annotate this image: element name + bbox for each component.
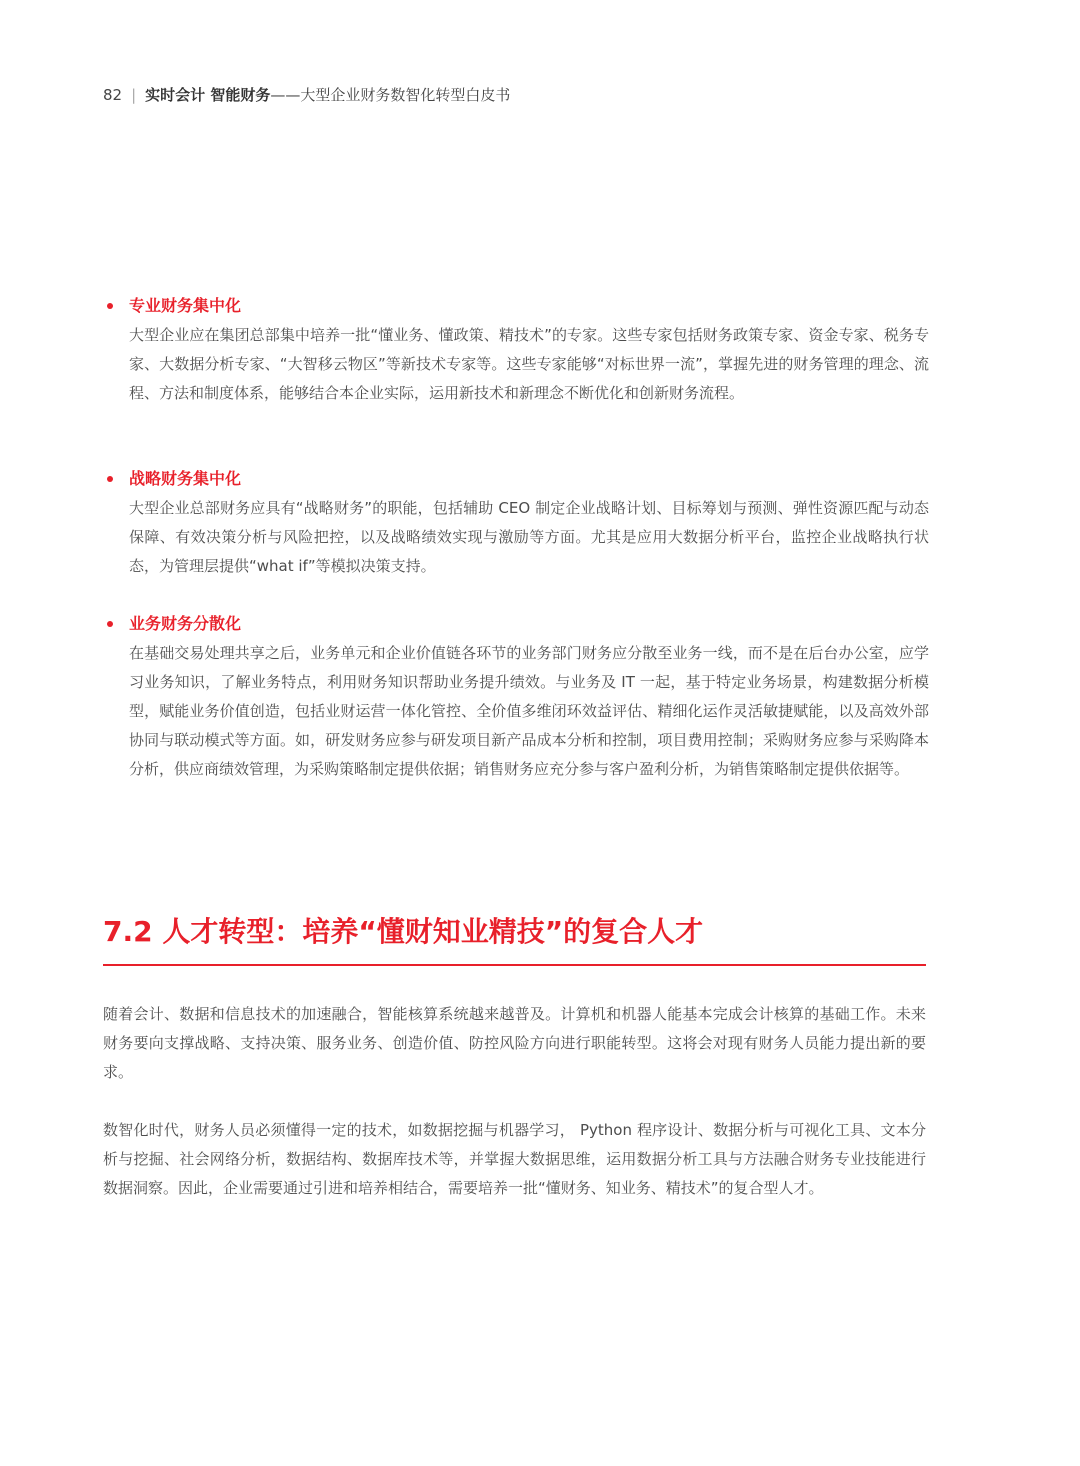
bullet-body: 大型企业总部财务应具有“战略财务”的职能，包括辅助 CEO 制定企业战略计划、目标筹划与预测、弹性资源匹配与动态保障、有效决策分析与风险把控，以及战略绩效实现与激励等方面。尤其是应用大数据分析平台，监控企业战略执行状态，为管理层提供“what if”等模拟决策支持。 [129, 499, 929, 575]
bullet-item-professional-finance [107, 292, 929, 408]
bullet-dot-icon [107, 621, 113, 627]
bullet-title: 业务财务分散化 [129, 614, 242, 633]
bullet-title: 战略财务集中化 [129, 469, 242, 488]
bullet-dot-icon [107, 303, 113, 309]
running-header [103, 84, 510, 106]
section-heading: 7.2 人才转型：培养“懂财知业精技”的复合人才 [103, 915, 704, 948]
header-separator: | [131, 86, 137, 104]
bullet-item-business-finance [107, 610, 929, 784]
paragraph: 随着会计、数据和信息技术的加速融合，智能核算系统越来越普及。计算机和机器人能基本完成会计核算的基础工作。未来财务要向支撑战略、支持决策、服务业务、创造价值、防控风险方向进行职能转型。这将会对现有财务人员能力提出新的要求。 [103, 1005, 926, 1081]
page-number: 82 [103, 86, 123, 104]
bullet-body: 在基础交易处理共享之后，业务单元和企业价值链各环节的业务部门财务应分散至业务一线，而不是在后台办公室，应学习业务知识，了解业务特点，利用财务知识帮助业务提升绩效。与业务及 IT 一起，基于特定业务场景，构建数据分析模型，赋能业务价值创造，包括业财运营一体化管控、全价值多维闭环效益评估、精细化运作灵活敏捷赋能，以及高效外部协同与联动模式等方面。如，研发财务应参与研发项目新产品成本分析和控制，项目费用控制；采购财务应参与采购降本分析，供应商绩效管理，为采购策略制定提供依据；销售财务应充分参与客户盈利分析，为销售策略制定提供依据等。 [129, 644, 929, 778]
section-divider [103, 964, 926, 966]
bullet-dot-icon [107, 476, 113, 482]
bullet-body: 大型企业应在集团总部集中培养一批“懂业务、懂政策、精技术”的专家。这些专家包括财务政策专家、资金专家、税务专家、大数据分析专家、“大智移云物区”等新技术专家等。这些专家能够“对标世界一流”，掌握先进的财务管理的理念、流程、方法和制度体系，能够结合本企业实际，运用新技术和新理念不断优化和创新财务流程。 [129, 326, 929, 402]
header-subtitle: ——大型企业财务数智化转型白皮书 [270, 86, 511, 104]
bullet-item-strategic-finance [107, 465, 929, 581]
header-title-bold: 实时会计 智能财务 [145, 86, 271, 104]
paragraph: 数智化时代，财务人员必须懂得一定的技术，如数据挖掘与机器学习， Python 程序设计、数据分析与可视化工具、文本分析与挖掘、社会网络分析，数据结构、数据库技术等，并掌握大数据思维，运用数据分析工具与方法融合财务专业技能进行数据洞察。因此，企业需要通过引进和培养相结合，需要培养一批“懂财务、知业务、精技术”的复合型人才。 [103, 1121, 926, 1197]
bullet-title: 专业财务集中化 [129, 296, 242, 315]
